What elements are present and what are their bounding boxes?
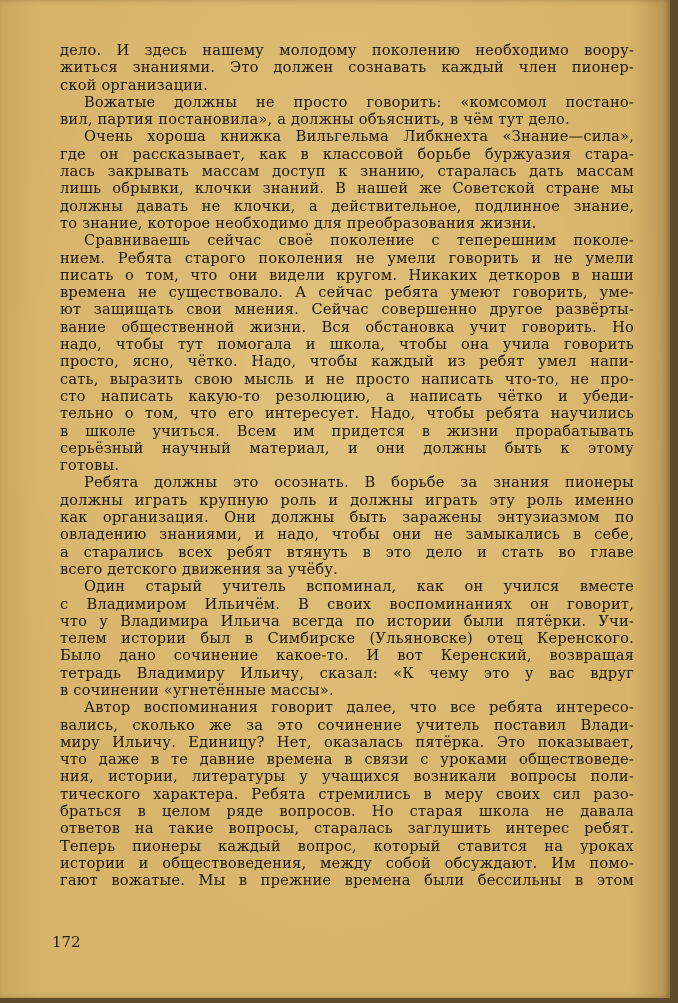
text-line: овладению знаниями, и надо, чтобы они не замыкались в себе, [60,526,634,544]
text-line: ской организации. [60,76,208,94]
text-line: что даже в те давние времена в связи с уроками обществоведе- [60,751,634,769]
text-line: должны играть крупную роль и должны играть эту роль именно [60,491,634,509]
text-line: что у Владимира Ильича всегда по истории были пятёрки. Учи- [60,612,634,630]
text-line: как организация. Они должны быть заражены энтузиазмом по [60,509,634,527]
text-line: тического характера. Ребята стремились в меру своих сил разо- [60,785,634,803]
text-line: а старались всех ребят втянуть в это дело и стать во главе [60,543,634,561]
text-line: Ребята должны это осознать. В борьбе за знания пионеры [84,474,634,492]
text-line: истории и обществоведения, между собой обсуждают. Им помо- [60,854,634,872]
text-line: Вожатые должны не просто говорить: «комсомол постано- [84,93,634,111]
text-line: Автор воспоминания говорит далее, что все ребята интересо- [84,699,634,717]
text-line: в школе учиться. Всем им придется в жизни прорабатывать [60,422,634,440]
text-line: дело. И здесь нашему молодому поколению необходимо воору- [60,42,634,59]
text-line: Один старый учитель вспоминал, как он учился вместе [84,578,634,596]
text-line: гают вожатые. Мы в прежние времена были бессильны в этом [60,872,634,890]
text-line: сто написать какую-то резолюцию, а написать чётко и убеди- [60,387,634,405]
text-line: лась закрывать массам доступ к знанию, старалась дать массам [60,163,634,181]
text-line: Сравниваешь сейчас своё поколение с теперешним поколе- [84,232,634,250]
text-line: где он рассказывает, как в классовой борьбе буржуазия стара- [60,145,634,163]
text-line: Теперь пионеры каждый вопрос, который ставится на уроках [60,837,634,855]
text-line: ют защищать свои мнения. Сейчас совершенно другое развёрты- [60,301,634,319]
text-line: то знание, которое необходимо для преобразования жизни. [60,214,537,232]
text-line: вание общественной жизни. Вся обстановка учит говорить. Но [60,318,634,336]
text-line: в сочинении «угнетённые массы». [60,681,334,699]
text-line: сать, выразить свою мысль и не просто написать что-то, не про- [60,370,634,388]
text-line: времена не существовало. А сейчас ребята умеют говорить, уме- [60,284,634,302]
body-text [60,42,634,890]
text-line: тетрадь Владимиру Ильичу, сказал: «К чему это у вас вдруг [60,664,634,682]
page-number: 172 [52,933,81,951]
text-line: телем истории был в Симбирске (Ульяновске) отец Керенского. [60,630,634,648]
text-line: ния, истории, литературы у учащихся возникали вопросы поли- [60,768,634,786]
text-line: браться в целом ряде вопросов. Но старая школа не давала [60,803,634,821]
text-line: готовы. [60,457,120,475]
text-line: серьёзный научный материал, и они должны быть к этому [60,439,634,457]
text-line: с Владимиром Ильичём. В своих воспоминаниях он говорит, [60,595,634,613]
text-line: Было дано сочинение какое-то. И вот Керенский, возвращая [60,647,634,665]
text-line: вались, сколько же за это сочинение учитель поставил Влади- [60,716,634,734]
text-line: житься знаниями. Это должен сознавать каждый член пионер- [60,59,634,77]
text-line: нием. Ребята старого поколения не умели говорить и не умели [60,249,634,267]
text-line: надо, чтобы тут помогала и школа, чтобы она учила говорить [60,336,634,354]
text-line: ответов на такие вопросы, старалась заглушить интерес ребят. [60,820,634,838]
text-line: должны давать не клочки, а действительное, подлинное знание, [60,197,634,215]
text-line: тельно о том, что его интересует. Надо, чтобы ребята научились [60,405,634,423]
text-line: писать о том, что они видели кругом. Никаких деткоров в наши [60,266,634,284]
text-line: лишь обрывки, клочки знаний. В нашей же Советской стране мы [60,180,634,198]
text-line: просто, ясно, чётко. Надо, чтобы каждый из ребят умел напи- [60,353,634,371]
text-line: всего детского движения за учёбу. [60,560,339,578]
text-line: Очень хороша книжка Вильгельма Либкнехта «Знание—сила», [84,128,634,146]
text-line: миру Ильичу. Единицу? Нет, оказалась пятёрка. Это показывает, [60,733,634,751]
text-line: вил, партия постановила», а должны объяснить, в чём тут дело. [60,111,570,129]
